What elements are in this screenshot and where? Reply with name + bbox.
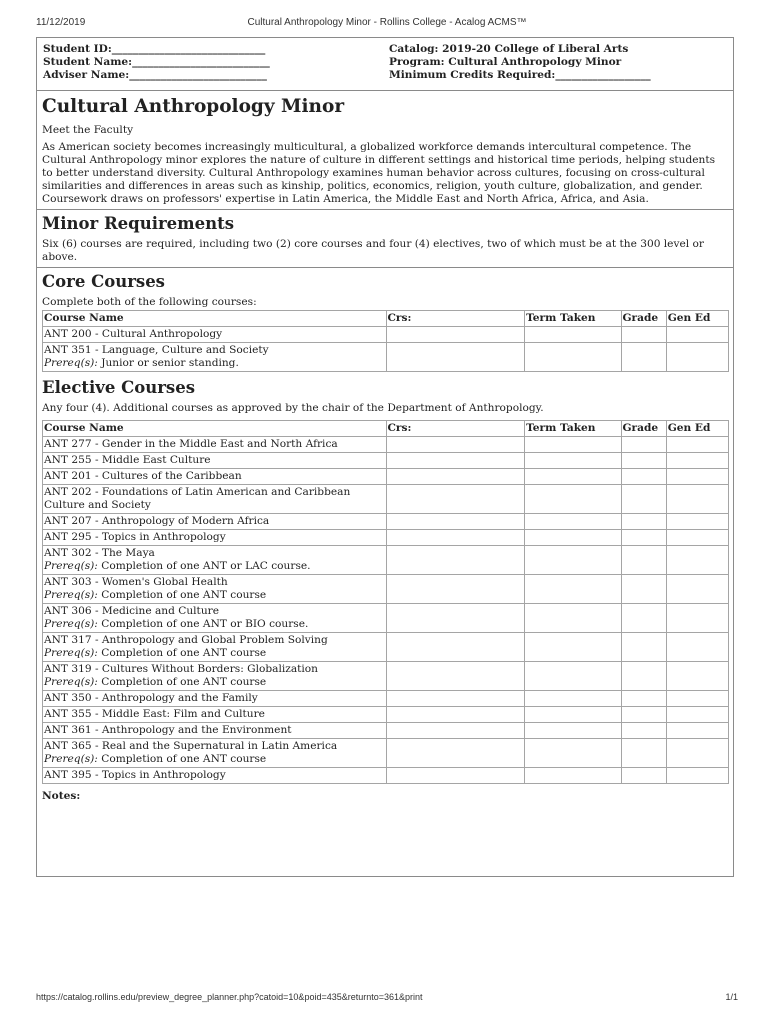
gen-ed-header: Gen Ed	[666, 311, 728, 327]
prereq-text: Completion of one ANT course	[101, 647, 267, 659]
print-date: 11/12/2019	[36, 17, 86, 28]
course-cell	[43, 768, 387, 784]
table-row	[43, 514, 729, 530]
credits-cell[interactable]	[386, 437, 525, 453]
table-row	[43, 691, 729, 707]
course-name[interactable]: ANT 303 - Women's Global Health	[44, 576, 228, 588]
credits-cell[interactable]	[386, 691, 525, 707]
course-cell	[43, 707, 387, 723]
core-courses-body	[43, 327, 729, 372]
credits-cell[interactable]	[386, 707, 525, 723]
course-name-header: Course Name	[43, 421, 387, 437]
credits-cell[interactable]	[386, 514, 525, 530]
term-taken-cell[interactable]	[525, 437, 621, 453]
gen-ed-cell[interactable]	[666, 530, 728, 546]
gen-ed-cell[interactable]	[666, 327, 728, 343]
course-cell	[43, 546, 387, 575]
term-taken-cell[interactable]	[525, 723, 621, 739]
gen-ed-cell[interactable]	[666, 604, 728, 633]
course-cell	[43, 469, 387, 485]
grade-cell[interactable]	[621, 768, 666, 784]
course-name[interactable]: ANT 277 - Gender in the Middle East and North Africa	[44, 438, 338, 450]
gen-ed-cell[interactable]	[666, 739, 728, 768]
course-cell	[43, 575, 387, 604]
term-taken-cell[interactable]	[525, 575, 621, 604]
course-name[interactable]: ANT 395 - Topics in Anthropology	[44, 769, 226, 781]
course-name[interactable]: ANT 351 - Language, Culture and Society	[44, 344, 269, 356]
grade-cell[interactable]	[621, 662, 666, 691]
grade-cell[interactable]	[621, 469, 666, 485]
credits-cell[interactable]	[386, 604, 525, 633]
term-taken-cell[interactable]	[525, 453, 621, 469]
gen-ed-cell[interactable]	[666, 575, 728, 604]
prereq-text: Completion of one ANT or LAC course.	[101, 560, 311, 572]
gen-ed-header: Gen Ed	[666, 421, 728, 437]
gen-ed-cell[interactable]	[666, 485, 728, 514]
course-cell	[43, 633, 387, 662]
min-credits-field: Minimum Credits Required:__________________	[389, 69, 651, 81]
prereq-line	[44, 647, 385, 660]
course-name[interactable]: ANT 365 - Real and the Supernatural in Latin America	[44, 740, 338, 752]
term-taken-cell[interactable]	[525, 514, 621, 530]
gen-ed-cell[interactable]	[666, 469, 728, 485]
gen-ed-cell[interactable]	[666, 633, 728, 662]
credits-cell[interactable]	[386, 768, 525, 784]
gen-ed-cell[interactable]	[666, 662, 728, 691]
term-taken-cell[interactable]	[525, 691, 621, 707]
credits-cell[interactable]	[386, 485, 525, 514]
term-taken-cell[interactable]	[525, 768, 621, 784]
grade-cell[interactable]	[621, 723, 666, 739]
prereq-line	[44, 753, 385, 766]
grade-cell[interactable]	[621, 343, 666, 372]
elective-instruction: Any four (4). Additional courses as approved by the chair of the Department of Anthropology.	[42, 402, 544, 414]
prereq-text: Completion of one ANT or BIO course.	[101, 618, 309, 630]
course-cell	[43, 343, 387, 372]
grade-cell[interactable]	[621, 604, 666, 633]
prereq-text: Completion of one ANT course	[101, 753, 267, 765]
meet-faculty-link[interactable]: Meet the Faculty	[42, 124, 134, 136]
course-cell	[43, 691, 387, 707]
core-courses-table	[42, 310, 729, 372]
credits-cell[interactable]	[386, 327, 525, 343]
gen-ed-cell[interactable]	[666, 707, 728, 723]
course-name-header: Course Name	[43, 311, 387, 327]
course-name[interactable]: ANT 317 - Anthropology and Global Problem Solving	[44, 634, 328, 646]
credits-cell[interactable]	[386, 453, 525, 469]
grade-header: Grade	[621, 311, 666, 327]
print-url: https://catalog.rollins.edu/preview_degree_planner.php?catoid=10&poid=435&returnto=361&print	[36, 992, 423, 1002]
prereq-label: Prereq(s):	[44, 560, 98, 572]
table-row	[43, 343, 729, 372]
prereq-line	[44, 618, 385, 631]
grade-cell[interactable]	[621, 546, 666, 575]
credits-cell[interactable]	[386, 575, 525, 604]
elective-heading: Elective Courses	[42, 378, 196, 397]
elective-courses-table	[42, 420, 729, 784]
term-taken-cell[interactable]	[525, 739, 621, 768]
credits-cell[interactable]	[386, 469, 525, 485]
course-cell	[43, 453, 387, 469]
course-cell	[43, 327, 387, 343]
prereq-label: Prereq(s):	[44, 618, 98, 630]
degree-planner-sheet	[36, 37, 734, 877]
term-taken-cell[interactable]	[525, 469, 621, 485]
course-cell	[43, 739, 387, 768]
notes-area[interactable]	[37, 787, 733, 869]
requirements-section	[37, 210, 733, 268]
requirements-text: Six (6) courses are required, including two (2) core courses and four (4) electives, two of which must be at the 300 level or above.	[42, 238, 704, 263]
core-heading: Core Courses	[42, 272, 165, 291]
table-row	[43, 739, 729, 768]
table-row	[43, 530, 729, 546]
adviser-name-field: Adviser Name:__________________________	[43, 69, 267, 81]
grade-cell[interactable]	[621, 707, 666, 723]
grade-cell[interactable]	[621, 327, 666, 343]
table-row	[43, 453, 729, 469]
term-taken-cell[interactable]	[525, 546, 621, 575]
prereq-line	[44, 676, 385, 689]
grade-cell[interactable]	[621, 633, 666, 662]
prereq-text: Junior or senior standing.	[101, 357, 239, 369]
core-courses-section	[37, 268, 733, 375]
gen-ed-cell[interactable]	[666, 453, 728, 469]
prereq-text: Completion of one ANT course	[101, 676, 267, 688]
print-page-number: 1/1	[725, 992, 738, 1002]
course-cell	[43, 437, 387, 453]
term-taken-cell[interactable]	[525, 662, 621, 691]
table-row	[43, 575, 729, 604]
prereq-label: Prereq(s):	[44, 647, 98, 659]
course-name[interactable]: ANT 306 - Medicine and Culture	[44, 605, 219, 617]
program-label: Program: Cultural Anthropology Minor	[389, 56, 622, 68]
catalog-label: Catalog: 2019-20 College of Liberal Arts	[389, 43, 629, 55]
core-instruction: Complete both of the following courses:	[42, 296, 257, 308]
term-taken-cell[interactable]	[525, 343, 621, 372]
gen-ed-cell[interactable]	[666, 691, 728, 707]
table-header-row	[43, 421, 729, 437]
gen-ed-cell[interactable]	[666, 768, 728, 784]
course-name[interactable]: ANT 350 - Anthropology and the Family	[44, 692, 258, 704]
term-taken-header: Term Taken	[525, 311, 621, 327]
gen-ed-cell[interactable]	[666, 546, 728, 575]
table-row	[43, 633, 729, 662]
course-name[interactable]: ANT 302 - The Maya	[44, 547, 155, 559]
table-row	[43, 707, 729, 723]
grade-cell[interactable]	[621, 437, 666, 453]
credits-cell[interactable]	[386, 633, 525, 662]
student-name-field: Student Name:__________________________	[43, 56, 270, 68]
prereq-label: Prereq(s):	[44, 676, 98, 688]
course-cell	[43, 604, 387, 633]
course-name[interactable]: ANT 355 - Middle East: Film and Culture	[44, 708, 265, 720]
credits-header: Crs:	[386, 311, 525, 327]
course-name[interactable]: ANT 361 - Anthropology and the Environment	[44, 724, 292, 736]
term-taken-header: Term Taken	[525, 421, 621, 437]
page-title: Cultural Anthropology Minor	[42, 96, 345, 117]
credits-cell[interactable]	[386, 662, 525, 691]
credits-cell[interactable]	[386, 343, 525, 372]
course-name[interactable]: ANT 200 - Cultural Anthropology	[44, 328, 223, 340]
term-taken-cell[interactable]	[525, 530, 621, 546]
table-row	[43, 662, 729, 691]
browser-print-footer	[36, 992, 738, 1006]
notes-label: Notes:	[42, 790, 81, 802]
credits-cell[interactable]	[386, 530, 525, 546]
prereq-line	[44, 589, 385, 602]
table-row	[43, 469, 729, 485]
prereq-label: Prereq(s):	[44, 357, 98, 369]
course-name[interactable]: ANT 255 - Middle East Culture	[44, 454, 211, 466]
table-row	[43, 437, 729, 453]
term-taken-cell[interactable]	[525, 707, 621, 723]
credits-cell[interactable]	[386, 739, 525, 768]
course-cell	[43, 485, 387, 514]
table-row	[43, 723, 729, 739]
course-name[interactable]: ANT 295 - Topics in Anthropology	[44, 531, 226, 543]
program-info-right	[389, 43, 651, 82]
print-page-title: Cultural Anthropology Minor - Rollins College - Acalog ACMS™	[247, 17, 527, 28]
course-name[interactable]: ANT 201 - Cultures of the Caribbean	[44, 470, 242, 482]
grade-cell[interactable]	[621, 575, 666, 604]
prereq-label: Prereq(s):	[44, 753, 98, 765]
grade-cell[interactable]	[621, 691, 666, 707]
course-name[interactable]: ANT 319 - Cultures Without Borders: Globalization	[44, 663, 318, 675]
table-row	[43, 604, 729, 633]
grade-cell[interactable]	[621, 453, 666, 469]
grade-header: Grade	[621, 421, 666, 437]
gen-ed-cell[interactable]	[666, 723, 728, 739]
gen-ed-cell[interactable]	[666, 437, 728, 453]
course-name[interactable]: ANT 207 - Anthropology of Modern Africa	[44, 515, 270, 527]
gen-ed-cell[interactable]	[666, 343, 728, 372]
course-cell	[43, 530, 387, 546]
grade-cell[interactable]	[621, 530, 666, 546]
term-taken-cell[interactable]	[525, 327, 621, 343]
credits-cell[interactable]	[386, 546, 525, 575]
table-row	[43, 327, 729, 343]
grade-cell[interactable]	[621, 514, 666, 530]
student-id-field: Student ID:_____________________________	[43, 43, 266, 55]
course-cell	[43, 514, 387, 530]
minor-description: As American society becomes increasingly multicultural, a globalized workforce demands intercultural competence. The Cultural Anthropology minor explores the nature of culture in different settings and historical time periods, helping students to better understand diversity. Cultural Anthropology examines human behavior across cultures, focusing on cross-cultural similarities and differences in areas such as kinship, politics, economics, religion, youth culture, globalization, and gender. Coursework draws on professors' expertise in Latin America, the Middle East and North Africa, Africa, and Asia.	[42, 141, 716, 205]
prereq-text: Completion of one ANT course	[101, 589, 267, 601]
browser-print-header	[36, 17, 738, 31]
grade-cell[interactable]	[621, 739, 666, 768]
table-row	[43, 485, 729, 514]
term-taken-cell[interactable]	[525, 485, 621, 514]
term-taken-cell[interactable]	[525, 604, 621, 633]
table-header-row	[43, 311, 729, 327]
gen-ed-cell[interactable]	[666, 514, 728, 530]
course-cell	[43, 723, 387, 739]
credits-cell[interactable]	[386, 723, 525, 739]
elective-courses-section	[37, 375, 733, 787]
student-info-left	[43, 43, 270, 82]
elective-courses-body	[43, 437, 729, 784]
prereq-line	[44, 560, 385, 573]
prereq-line	[44, 357, 385, 370]
table-row	[43, 768, 729, 784]
course-name[interactable]: ANT 202 - Foundations of Latin American and Caribbean Culture and Society	[44, 486, 351, 511]
course-cell	[43, 662, 387, 691]
table-row	[43, 546, 729, 575]
intro-section	[37, 91, 733, 210]
prereq-label: Prereq(s):	[44, 589, 98, 601]
requirements-heading: Minor Requirements	[42, 214, 235, 233]
term-taken-cell[interactable]	[525, 633, 621, 662]
student-info-box	[37, 38, 733, 91]
credits-header: Crs:	[386, 421, 525, 437]
grade-cell[interactable]	[621, 485, 666, 514]
